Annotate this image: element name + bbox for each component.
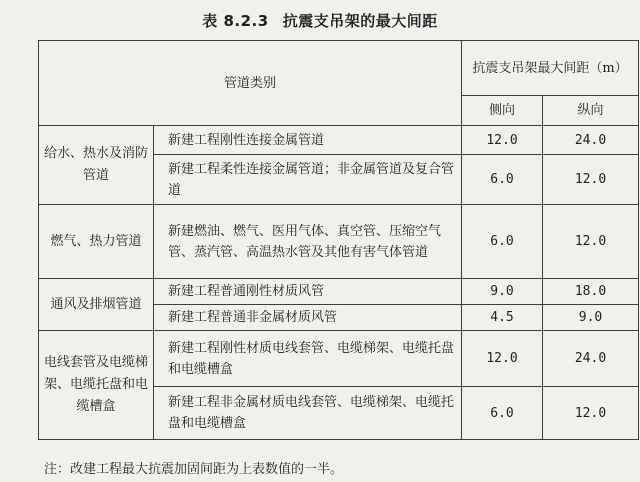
pipe-type-cell: 新建工程刚性材质电线套管、电缆梯架、电缆托盘和电缆槽盒	[154, 331, 462, 387]
table-row	[39, 126, 639, 155]
category-gas-heat: 燃气、热力管道	[39, 205, 154, 279]
lateral-value: 12.0	[462, 126, 543, 155]
lateral-value: 12.0	[462, 331, 543, 387]
spacing-table	[38, 40, 639, 440]
header-pipe-category: 管道类别	[39, 41, 462, 126]
category-ventilation: 通风及排烟管道	[39, 279, 154, 331]
table-row	[39, 331, 639, 387]
table-title-text: 抗震支吊架的最大间距	[282, 12, 438, 30]
table-title	[0, 10, 640, 31]
header-longitudinal: 纵向	[543, 96, 639, 126]
lateral-value: 9.0	[462, 279, 543, 305]
category-cable: 电线套管及电缆梯架、电缆托盘和电缆槽盒	[39, 331, 154, 440]
table-number: 表 8.2.3	[202, 12, 269, 30]
longitudinal-value: 12.0	[543, 205, 639, 279]
pipe-type-cell: 新建工程刚性连接金属管道	[154, 126, 462, 155]
lateral-value: 4.5	[462, 305, 543, 331]
lateral-value: 6.0	[462, 387, 543, 440]
longitudinal-value: 12.0	[543, 387, 639, 440]
lateral-value: 6.0	[462, 205, 543, 279]
pipe-type-cell: 新建工程普通刚性材质风管	[154, 279, 462, 305]
pipe-type-cell: 新建工程柔性连接金属管道；非金属管道及复合管道	[154, 155, 462, 205]
longitudinal-value: 9.0	[543, 305, 639, 331]
category-water-fire: 给水、热水及消防管道	[39, 126, 154, 205]
pipe-type-cell: 新建工程普通非金属材质风管	[154, 305, 462, 331]
header-lateral: 侧向	[462, 96, 543, 126]
pipe-type-cell: 新建工程非金属材质电线套管、电缆梯架、电缆托盘和电缆槽盒	[154, 387, 462, 440]
table-note: 注：改建工程最大抗震加固间距为上表数值的一半。	[44, 462, 344, 477]
header-max-spacing: 抗震支吊架最大间距（m）	[462, 41, 639, 96]
longitudinal-value: 24.0	[543, 331, 639, 387]
longitudinal-value: 12.0	[543, 155, 639, 205]
longitudinal-value: 24.0	[543, 126, 639, 155]
table-row	[39, 205, 639, 279]
pipe-type-cell: 新建燃油、燃气、医用气体、真空管、压缩空气管、蒸汽管、高温热水管及其他有害气体管道	[154, 205, 462, 279]
table-row	[39, 279, 639, 305]
lateral-value: 6.0	[462, 155, 543, 205]
longitudinal-value: 18.0	[543, 279, 639, 305]
